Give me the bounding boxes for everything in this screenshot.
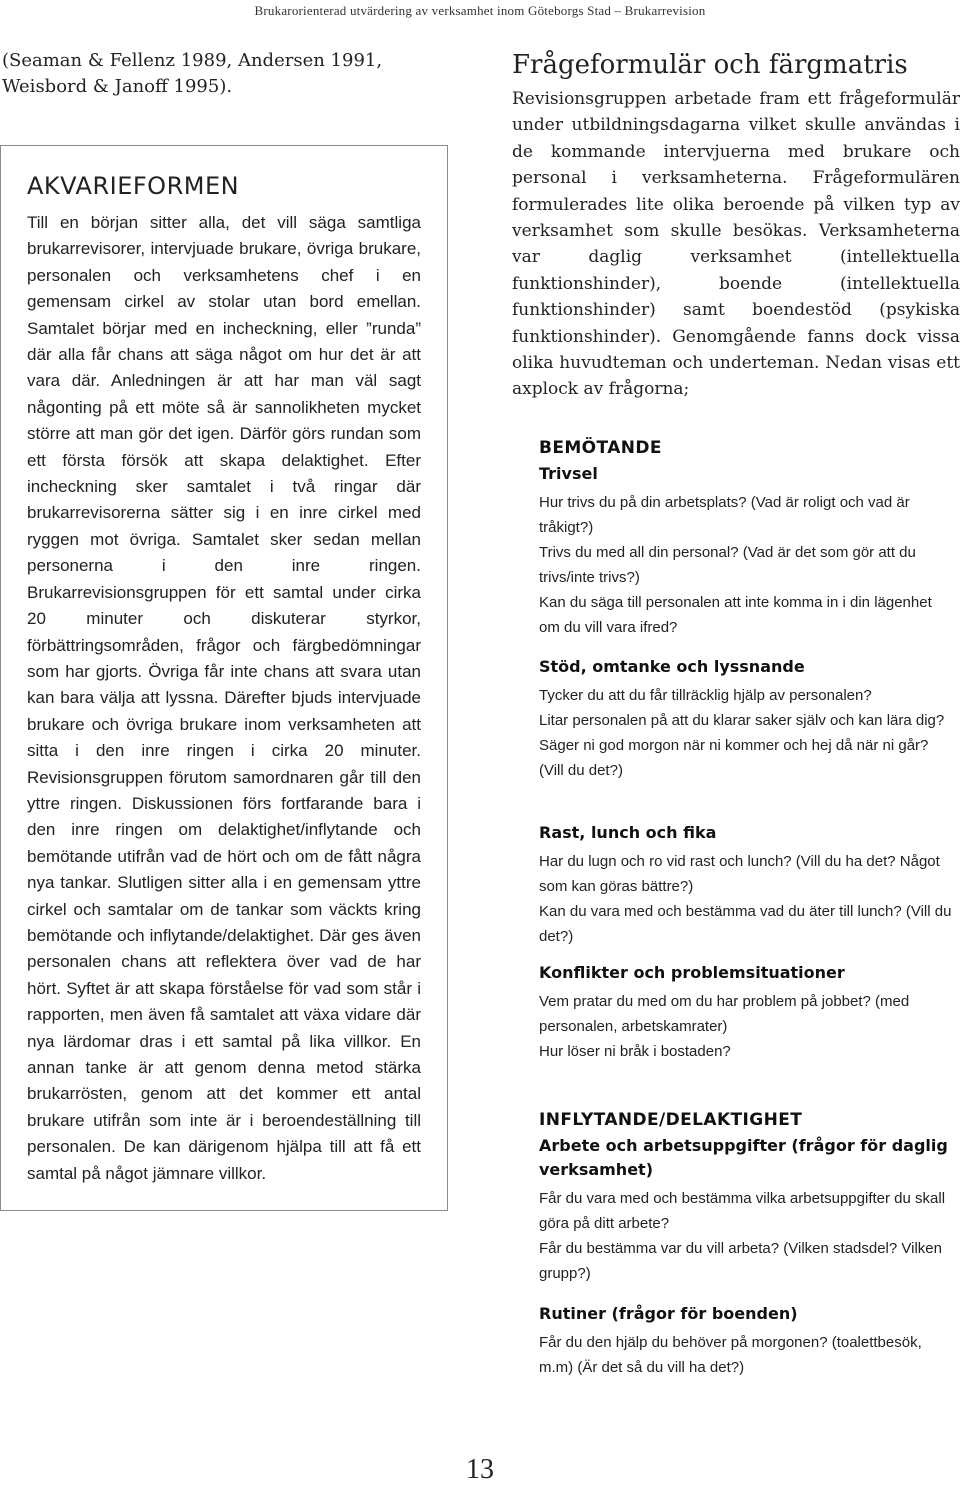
question: Trivs du med all din personal? (Vad är det som gör att du trivs/inte trivs?)	[539, 544, 916, 586]
question: Hur trivs du på din arbetsplats? (Vad är roligt och vad är tråkigt?)	[539, 494, 910, 536]
question: Tycker du att du får tillräcklig hjälp av personalen?	[539, 687, 872, 704]
question: Får du bestämma var du vill arbeta? (Vilken stadsdel? Vilken grupp?)	[539, 1240, 942, 1282]
question: Har du lugn och ro vid rast och lunch? (Vill du ha det? Något som kan göras bättre?)	[539, 853, 940, 895]
bemotande-section	[539, 438, 953, 640]
inflytande-heading: INFLYTANDE/DELAKTIGHET	[539, 1110, 803, 1130]
trivsel-heading: Trivsel	[539, 464, 598, 483]
left-column	[0, 48, 448, 100]
konflikter-section	[539, 961, 953, 1064]
question: Kan du säga till personalen att inte komma in i din lägenhet om du vill vara ifred?	[539, 594, 932, 636]
question: Hur löser ni bråk i bostaden?	[539, 1043, 731, 1060]
rast-heading: Rast, lunch och fika	[539, 823, 717, 842]
question: Får du den hjälp du behöver på morgonen? (toalettbesök, m.m) (Är det så du vill ha det?)	[539, 1334, 922, 1376]
akvarieformen-box	[0, 145, 448, 1211]
box-title: AKVARIEFORMEN	[27, 172, 240, 200]
arbete-heading: Arbete och arbetsuppgifter (frågor för daglig verksamhet)	[539, 1136, 948, 1179]
running-header: Brukarorienterad utvärdering av verksamhet inom Göteborgs Stad – Brukarrevision	[254, 3, 706, 18]
rutiner-heading: Rutiner (frågor för boenden)	[539, 1304, 798, 1323]
citation-text: (Seaman & Fellenz 1989, Andersen 1991, Weisbord & Janoff 1995).	[2, 50, 383, 97]
rast-section	[539, 821, 953, 949]
inflytande-section	[539, 1110, 953, 1286]
question: Säger ni god morgon när ni kommer och hej då när ni går? (Vill du det?)	[539, 737, 929, 779]
konflikter-heading: Konflikter och problemsituationer	[539, 963, 845, 982]
stod-section	[539, 655, 953, 783]
section-body-text: Revisionsgruppen arbetade fram ett frågeformulär under utbildningsdagarna vilket skulle användas i de kommande intervjuerna med brukare och personal i verksamheterna. Frågeformulären formulerades lite olika beroende på vilken typ av verksamhet som skulle besökas. Verksamheterna var daglig verksamhet (intellektuella funktionshinder), boende (intellektuella funktionshinder) samt boendestöd (psykiska funktionshinder). Genomgående fanns dock vissa olika huvudteman och underteman. Nedan visas ett axplock av frågorna;	[512, 89, 960, 400]
question: Litar personalen på att du klarar saker själv och kan lära dig?	[539, 712, 945, 729]
question: Får du vara med och bestämma vilka arbetsuppgifter du skall göra på ditt arbete?	[539, 1190, 946, 1232]
rutiner-section	[539, 1302, 953, 1380]
bemotande-heading: BEMÖTANDE	[539, 438, 662, 458]
stod-heading: Stöd, omtanke och lyssnande	[539, 657, 805, 676]
page-number: 13	[466, 1454, 494, 1485]
question: Vem pratar du med om du har problem på jobbet? (med personalen, arbetskamrater)	[539, 993, 910, 1035]
box-body-text: Till en början sitter alla, det vill säga samtliga brukarrevisorer, intervjuade brukare, övriga brukare, personalen och verksamhetens chef i en gemensam cirkel av stolar utan bord emellan. Samtalet börjar med en incheckning, eller ”runda” där alla får chans att säga något om hur det är att vara där. Anledningen är att har man väl sagt någonting på ett möte så är sannolikheten mycket större att man gör det igen. Därför görs rundan som ett första försök att skapa delaktighet. Efter incheckning sker samtalet i två ringar där brukarrevisorerna sätter sig i en inre cirkel med ryggen mot övriga. Samtalet sker sedan mellan personerna i den inre ringen. Brukarrevisionsgruppen för ett samtal under cirka 20 minuter och diskuterar styrkor, förbättringsområden, frågor och färgbedömningar som har gjorts. Övriga får inte chans att svara utan kan bara välja att lyssna. Därefter bjuds intervjuade brukare och övriga brukare inom verksamheten att sitta i den inre ringen i cirka 20 minuter. Revisionsgruppen förutom samordnaren går till den yttre ringen. Diskussionen förs fortfarande bara i den inre ringen om delaktighet/inflytande och bemötande utifrån vad de hört och om de fått några nya tankar. Slutligen sitter alla i en gemensam yttre cirkel och samtalar om de tankar som väckts kring bemötande och inflytande/delaktighet. Där ges även personalen chans att reflektera över vad de har hört. Syftet är att skapa förståelse för vad som står i rapporten, men även få samtalet att växa vidare där nya lärdomar dras i ett samtal på lika villkor. En annan tanke är att genom denna metod stärka brukarrösten, genom att det kommer ett antal brukare utifrån som inte är i beroendeställning till personalen. De kan därigenom hjälpa till att få ett samtal på något jämnare villkor.	[27, 213, 421, 1183]
question: Kan du vara med och bestämma vad du äter till lunch? (Vill du det?)	[539, 903, 952, 945]
section-title: Frågeformulär och färgmatris	[512, 50, 908, 80]
right-column	[512, 50, 960, 403]
